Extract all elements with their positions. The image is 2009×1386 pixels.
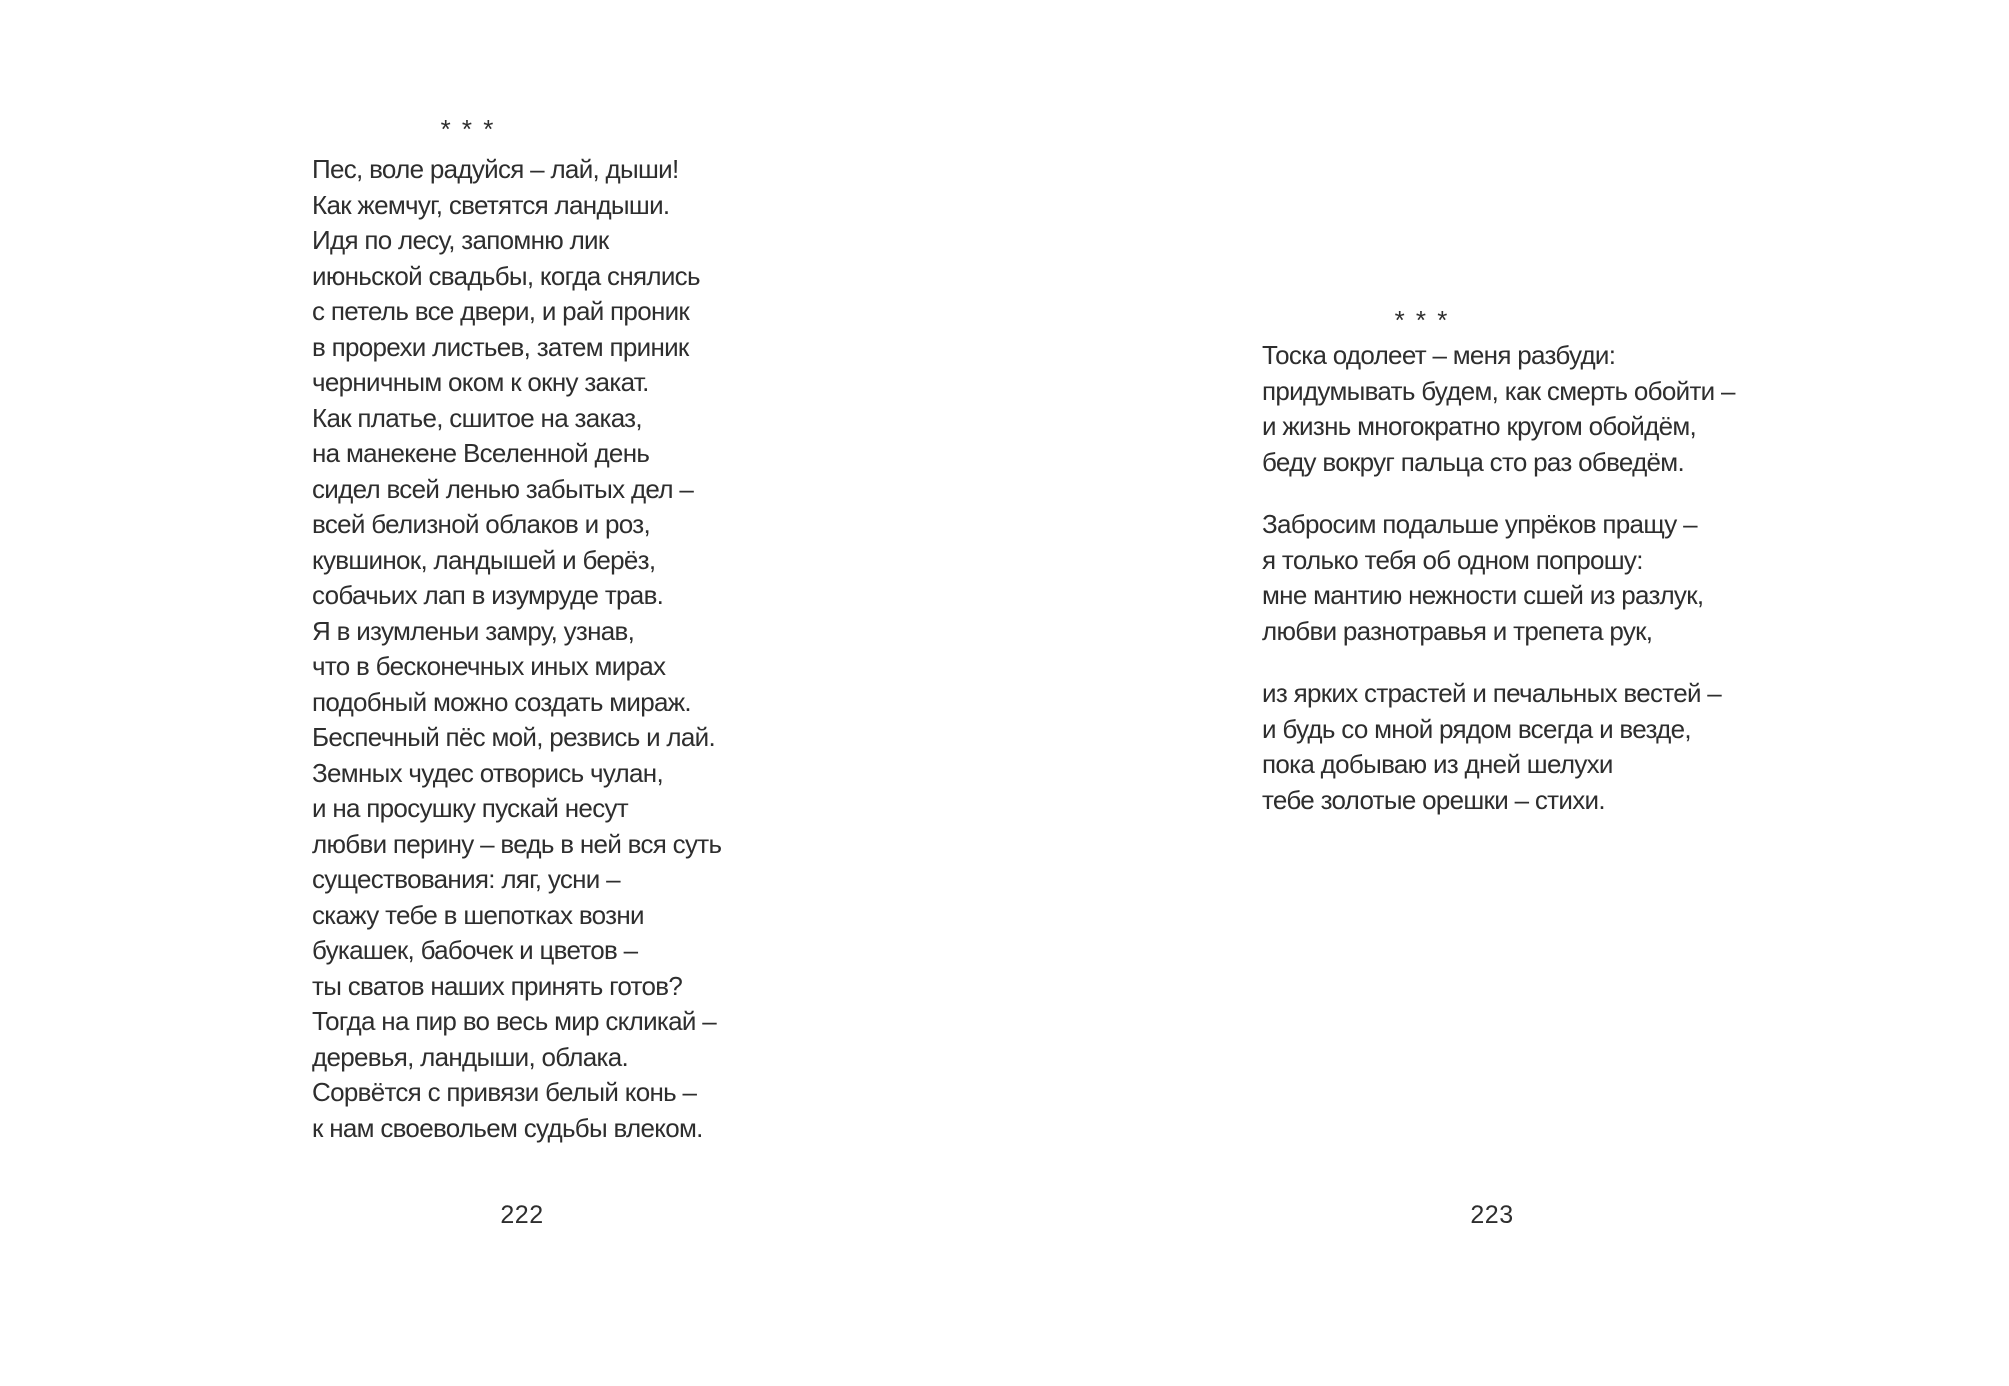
poem-line: на манекене Вселенной день — [312, 438, 650, 468]
stanza — [1262, 338, 1735, 480]
stanza — [312, 152, 721, 1146]
poem-line: существования: ляг, усни – — [312, 864, 620, 894]
poem-line: из ярких страстей и печальных вестей – — [1262, 678, 1722, 708]
poem-line: подобный можно создать мираж. — [312, 686, 691, 717]
poem-line: черничным оком к окну закат. — [312, 367, 649, 397]
poem-line: сидел всей ленью забытых дел – — [312, 473, 694, 504]
poem-line: июньской свадьбы, когда снялись — [312, 260, 700, 291]
poem-line: что в бесконечных иных мирах — [312, 651, 666, 681]
poem-left — [312, 152, 721, 1146]
section-divider-stars: * * * — [440, 114, 496, 144]
poem-line: Как платье, сшитое на заказ, — [312, 402, 642, 433]
poem-line: и будь со мной рядом всегда и везде, — [1262, 713, 1691, 744]
poem-right — [1262, 338, 1735, 818]
poem-line: Я в изумленьи замру, узнав, — [312, 615, 635, 646]
poem-line: Идя по лесу, запомню лик — [312, 225, 609, 255]
poem-line: беду вокруг пальца сто раз обведём. — [1262, 446, 1685, 477]
poem-line: Беспечный пёс мой, резвись и лай. — [312, 722, 716, 752]
poem-line: букашек, бабочек и цветов – — [312, 935, 638, 965]
poem-line: Как жемчуг, светятся ландыши. — [312, 189, 670, 220]
poem-line: ты сватов наших принять готов? — [312, 970, 683, 1001]
poem-line: и на просушку пускай несут — [312, 793, 629, 823]
poem-line: тебе золотые орешки – стихи. — [1262, 784, 1605, 815]
section-divider-stars: * * * — [1394, 305, 1450, 335]
poem-line: к нам своевольем судьбы влеком. — [312, 1112, 703, 1143]
poem-line: любви разнотравья и трепета рук, — [1262, 615, 1653, 646]
poem-line: придумывать будем, как смерть обойти – — [1262, 375, 1735, 406]
poem-line: деревья, ландыши, облака. — [312, 1041, 629, 1072]
poem-line: Тогда на пир во весь мир скликай – — [312, 1006, 717, 1036]
poem-line: я только тебя об одном попрошу: — [1262, 544, 1643, 575]
poem-line: Сорвётся с привязи белый конь – — [312, 1077, 697, 1107]
poem-line: собачьих лап в изумруде трав. — [312, 580, 664, 610]
page-number-right: 223 — [1470, 1201, 1514, 1229]
poem-line: Пес, воле радуйся – лай, дыши! — [312, 154, 679, 184]
poem-line: и жизнь многократно кругом обойдём, — [1262, 411, 1697, 441]
poem-line: скажу тебе в шепотках возни — [312, 899, 644, 930]
stanza — [1262, 676, 1735, 818]
poem-line: кувшинок, ландышей и берёз, — [312, 544, 656, 575]
poem-line: всей белизной облаков и роз, — [312, 509, 651, 539]
poem-line: Земных чудес отворись чулан, — [312, 757, 663, 788]
poem-line: Забросим подальше упрёков пращу – — [1262, 509, 1697, 539]
poem-line: любви перину – ведь в ней вся суть — [312, 828, 722, 859]
poem-line: мне мантию нежности сшей из разлук, — [1262, 580, 1704, 610]
page-number-left: 222 — [500, 1201, 544, 1229]
stanza — [1262, 507, 1735, 649]
poem-line: с петель все двери, и рай проник — [312, 296, 690, 326]
poem-line: в прорехи листьев, затем приник — [312, 331, 689, 362]
poem-line: Тоска одолеет – меня разбуди: — [1262, 340, 1616, 370]
poem-line: пока добываю из дней шелухи — [1262, 749, 1613, 779]
